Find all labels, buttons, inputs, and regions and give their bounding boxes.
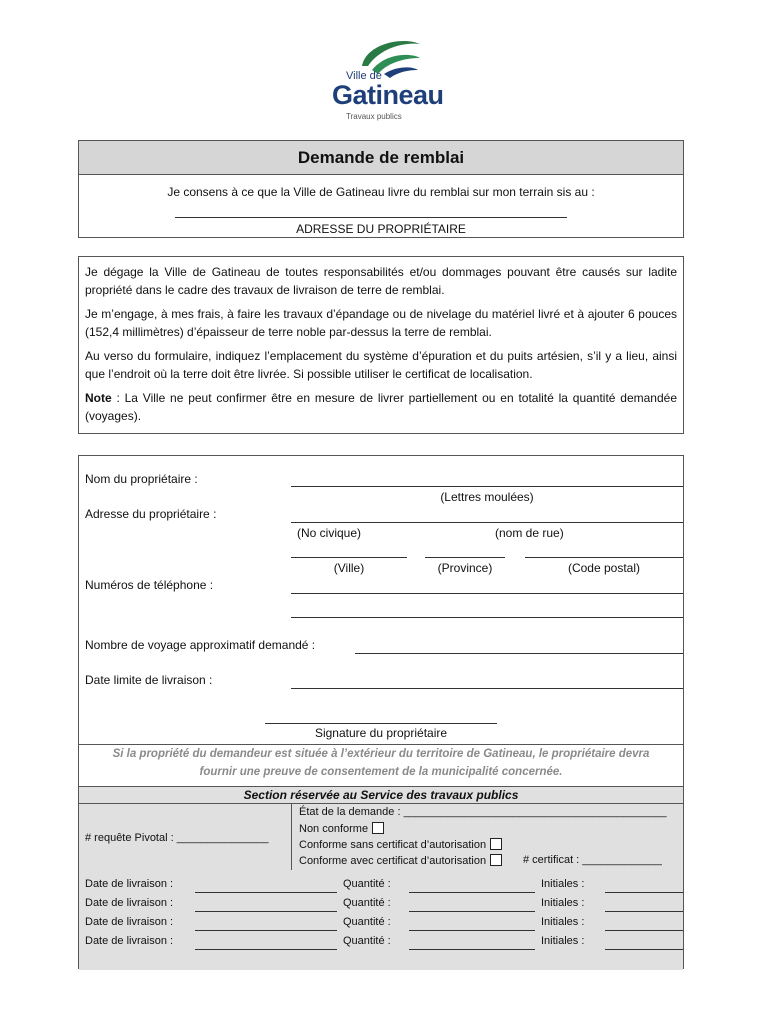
trips-label: Nombre de voyage approximatif demandé : xyxy=(85,638,316,652)
signature-label: Signature du propriétaire xyxy=(314,726,448,740)
quantity-line-2[interactable] xyxy=(409,911,535,912)
consent-text: Je consens à ce que la Ville de Gatineau livre du remblai sur mon terrain sis au : xyxy=(167,185,595,199)
initials-label-4: Initiales : xyxy=(541,935,585,947)
conform-with-option[interactable] xyxy=(299,854,502,867)
delivery-date-line-3[interactable] xyxy=(195,930,337,931)
province-line[interactable] xyxy=(425,557,505,558)
quantity-label-3: Quantité : xyxy=(343,916,391,928)
phone-line-2[interactable] xyxy=(291,617,683,618)
note-label: Note xyxy=(85,391,112,405)
nonconform-option[interactable] xyxy=(299,822,384,835)
postal-code-line[interactable] xyxy=(525,557,683,558)
postal-code-hint: (Code postal) xyxy=(567,561,641,575)
certificate-number-field[interactable]: # certificat : _____________ xyxy=(523,854,662,866)
quantity-label-4: Quantité : xyxy=(343,935,391,947)
quantity-line-3[interactable] xyxy=(409,930,535,931)
city-hint: (Ville) xyxy=(333,561,365,575)
initials-line-1[interactable] xyxy=(605,892,683,893)
initials-label-1: Initiales : xyxy=(541,878,585,890)
owner-name-line[interactable] xyxy=(291,486,683,487)
street-address-line[interactable] xyxy=(291,522,683,523)
request-state-field[interactable]: État de la demande : ___________________________________________ xyxy=(299,806,667,818)
logo-name: Gatineau xyxy=(332,80,444,110)
conform-without-option[interactable] xyxy=(299,838,502,851)
nonconform-checkbox[interactable] xyxy=(372,822,384,834)
delivery-date-label-4: Date de livraison : xyxy=(85,935,174,947)
block-letters-hint: (Lettres moulées) xyxy=(440,490,534,504)
address-label: ADRESSE DU PROPRIÉTAIRE xyxy=(296,222,466,236)
phones-label: Numéros de téléphone : xyxy=(85,578,214,592)
terms-box xyxy=(78,256,684,434)
deadline-line[interactable] xyxy=(291,688,683,689)
terms-paragraph-2: Je m’engage, à mes frais, à faire les travaux d’épandage ou de nivelage du matériel livré et à ajouter 6 pouces (152,4 millimètres) d’épaisseur de terre noble par-dessus la terre de remblai. xyxy=(85,307,677,339)
delivery-date-line-1[interactable] xyxy=(195,892,337,893)
city-line[interactable] xyxy=(291,557,407,558)
signature-line[interactable] xyxy=(265,723,497,724)
initials-line-2[interactable] xyxy=(605,911,683,912)
initials-line-3[interactable] xyxy=(605,930,683,931)
trips-line[interactable] xyxy=(355,653,683,654)
conform-with-checkbox[interactable] xyxy=(490,854,502,866)
initials-line-4[interactable] xyxy=(605,949,683,950)
terms-note xyxy=(85,389,677,425)
form-title: Demande de remblai xyxy=(79,141,683,175)
owner-name-label: Nom du propriétaire : xyxy=(85,472,198,486)
outside-territory-notice xyxy=(79,744,683,781)
nonconform-label: Non conforme xyxy=(299,823,369,835)
initials-label-3: Initiales : xyxy=(541,916,585,928)
owner-address-label: Adresse du propriétaire : xyxy=(85,507,217,521)
delivery-date-line-2[interactable] xyxy=(195,911,337,912)
logo-ville: Ville de xyxy=(346,70,382,82)
delivery-date-label-1: Date de livraison : xyxy=(85,878,174,890)
notice-line-2: fournir une preuve de consentement de la municipalité concernée. xyxy=(199,766,563,778)
civic-number-hint: (No civique) xyxy=(297,526,362,540)
delivery-date-label-2: Date de livraison : xyxy=(85,897,174,909)
quantity-line-1[interactable] xyxy=(409,892,535,893)
quantity-label-2: Quantité : xyxy=(343,897,391,909)
owner-info-box xyxy=(78,455,684,969)
conform-with-label: Conforme avec certificat d’autorisation xyxy=(299,855,487,867)
reserved-section xyxy=(79,786,683,970)
reserved-divider xyxy=(291,804,292,870)
province-hint: (Province) xyxy=(437,561,493,575)
request-header-box xyxy=(78,140,684,238)
delivery-date-line-4[interactable] xyxy=(195,949,337,950)
delivery-date-label-3: Date de livraison : xyxy=(85,916,174,928)
street-name-hint: (nom de rue) xyxy=(495,526,564,540)
address-input-line[interactable] xyxy=(175,217,567,218)
quantity-line-4[interactable] xyxy=(409,949,535,950)
deadline-label: Date limite de livraison : xyxy=(85,673,213,687)
terms-paragraph-3: Au verso du formulaire, indiquez l’emplacement du système d’épuration et du puits artésien, s’il y a lieu, ainsi que l’endroit où la terre doit être livrée. Si possible utiliser le certificat de localisation. xyxy=(85,349,677,381)
logo-subtitle: Travaux publics xyxy=(346,112,402,121)
reserved-section-title: Section réservée au Service des travaux publics xyxy=(79,787,683,804)
quantity-label-1: Quantité : xyxy=(343,878,391,890)
notice-line-1: Si la propriété du demandeur est située à l’extérieur du territoire de Gatineau, le propriétaire devra xyxy=(112,748,650,760)
terms-paragraph-1: Je dégage la Ville de Gatineau de toutes responsabilités et/ou dommages pouvant être causés sur ladite propriété dans le cadre des travaux de livraison de terre de remblai. xyxy=(85,265,677,297)
initials-label-2: Initiales : xyxy=(541,897,585,909)
city-logo xyxy=(326,36,444,126)
conform-without-label: Conforme sans certificat d’autorisation xyxy=(299,839,487,851)
phone-line-1[interactable] xyxy=(291,593,683,594)
note-text: : La Ville ne peut confirmer être en mesure de livrer partiellement ou en totalité la quantité demandée (voyages). xyxy=(85,391,677,423)
conform-without-checkbox[interactable] xyxy=(490,838,502,850)
pivotal-request-field[interactable]: # requête Pivotal : _______________ xyxy=(85,832,269,844)
